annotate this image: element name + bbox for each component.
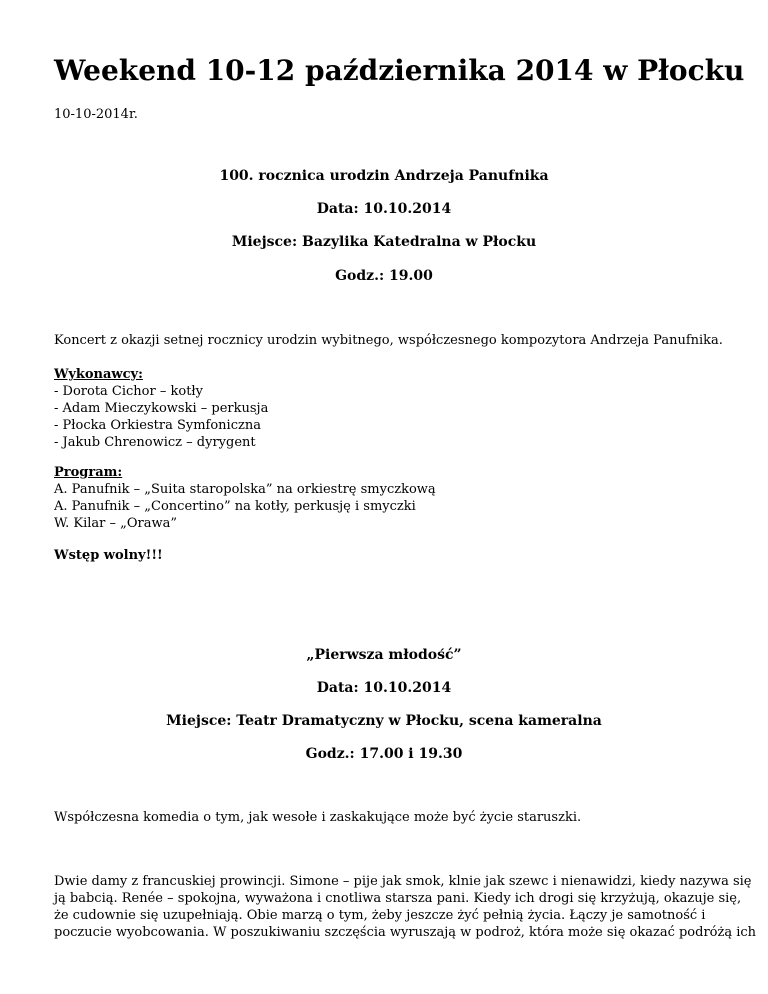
story-line: że cudownie się uzupełniają. Obie marzą o tym, żeby jeszcze żyć pełnią życia. Łączy je samotność i (54, 908, 706, 923)
program-item: A. Panufnik – „Suita staropolska” na orkiestrę smyczkową (54, 482, 436, 497)
event1-description-text: Koncert z okazji setnej rocznicy urodzin wybitnego, współczesnego kompozytora Andrzeja Panufnika. (54, 333, 723, 348)
performer-item: - Jakub Chrenowicz – dyrygent (54, 435, 256, 450)
event1-time: Godz.: 19.00 (335, 268, 433, 284)
entry-note (54, 547, 734, 564)
event1-headline: 100. rocznica urodzin Andrzeja Panufnika (219, 168, 549, 184)
event2-description (54, 809, 734, 826)
program-item: W. Kilar – „Orawa” (54, 516, 177, 531)
performer-item: - Płocka Orkiestra Symfoniczna (54, 418, 261, 433)
publish-date: 10-10-2014r. (54, 107, 138, 122)
page-title: Weekend 10-12 października 2014 w Płocku (54, 54, 745, 87)
performers-label: Wykonawcy: (54, 367, 143, 382)
event2-place: Miejsce: Teatr Dramatyczny w Płocku, scena kameralna (166, 713, 602, 729)
program-item: A. Panufnik – „Concertino” na kotły, perkusję i smyczki (54, 499, 416, 514)
event2-description-text: Współczesna komedia o tym, jak wesołe i zaskakujące może być życie staruszki. (54, 810, 582, 825)
performers-section (54, 366, 734, 451)
event1-date: Data: 10.10.2014 (316, 201, 452, 217)
story-line: ją babcią. Renée – spokojna, wyważona i cnotliwa starsza pani. Kiedy ich drogi się krzyżują, okazuje się, (54, 891, 742, 906)
entry-note-text: Wstęp wolny!!! (54, 548, 163, 563)
event2-time: Godz.: 17.00 i 19.30 (305, 746, 463, 762)
program-label: Program: (54, 465, 123, 480)
performer-item: - Adam Mieczykowski – perkusja (54, 401, 269, 416)
program-section (54, 464, 734, 532)
performer-item: - Dorota Cichor – kotły (54, 384, 203, 399)
story-line: poczucie wyobcowania. W poszukiwaniu szczęścia wyruszają w podroż, która może się okazać podróżą ich (54, 925, 757, 940)
event2-date: Data: 10.10.2014 (316, 680, 452, 696)
event2-story (54, 873, 757, 941)
story-line: Dwie damy z francuskiej prowincji. Simone – pije jak smok, klnie jak szewc i nienawidzi, kiedy nazywa się (54, 874, 752, 889)
event1-description (54, 332, 734, 349)
event2-headline: „Pierwsza młodość” (306, 647, 462, 663)
event1-place: Miejsce: Bazylika Katedralna w Płocku (231, 234, 537, 250)
